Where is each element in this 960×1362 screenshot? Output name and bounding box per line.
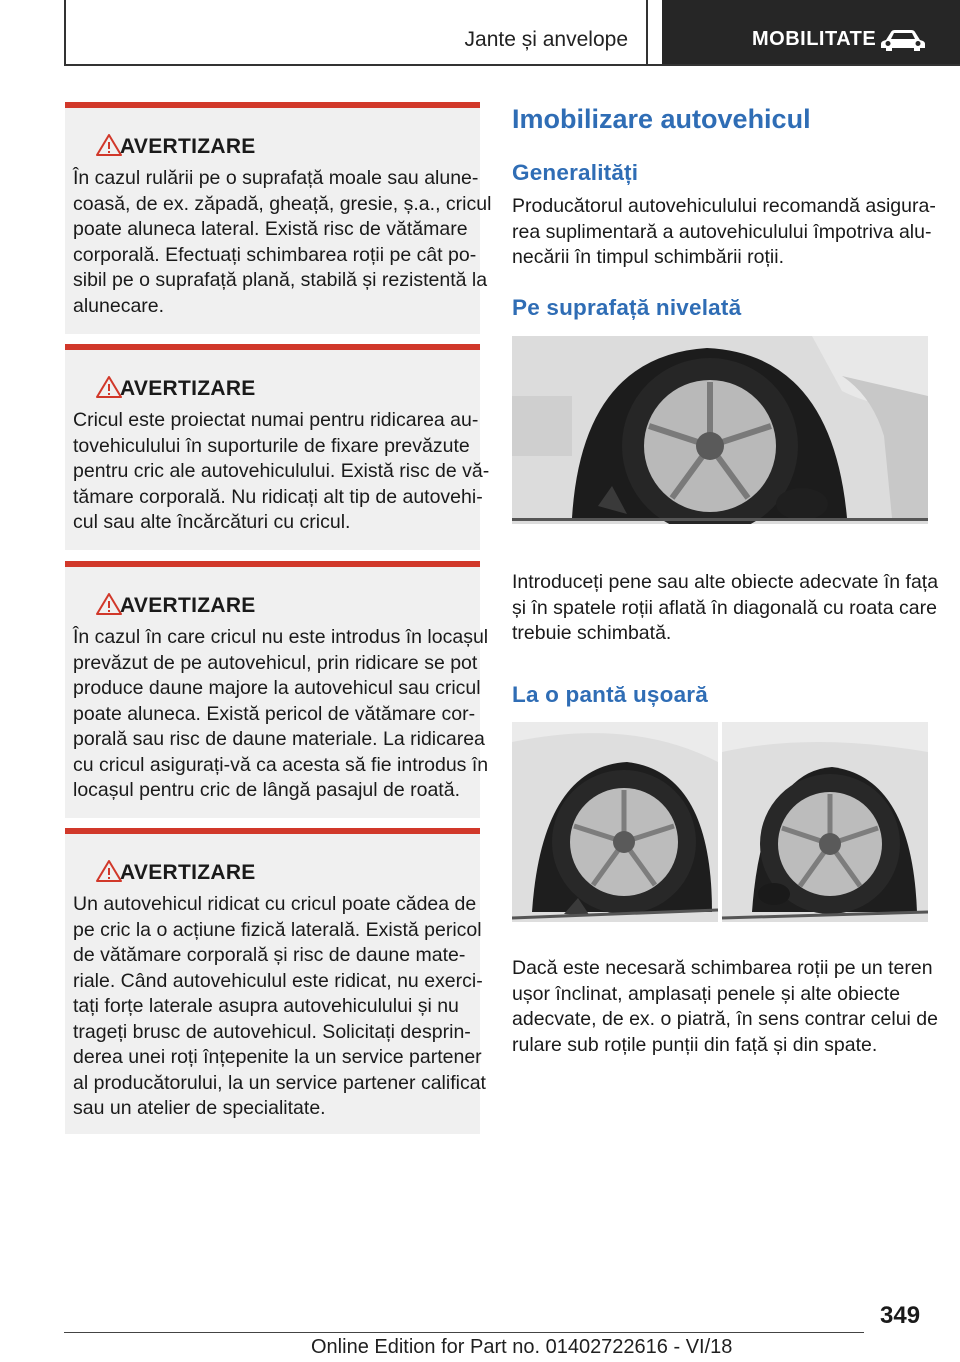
text-line: rea suplimentară a autovehiculului împotriva alu‐: [512, 220, 932, 243]
warning-text: [73, 625, 489, 804]
text-line: Un autovehicul ridicat cu cricul poate cădea de: [73, 893, 477, 915]
heading-flat-surface: Pe suprafață nivelată: [512, 295, 742, 320]
warning-title: AVERTIZARE: [120, 377, 256, 400]
warning-header: [73, 133, 472, 161]
text-line: necării în timpul schimbării roții.: [512, 246, 785, 268]
paragraph-flat-surface: [512, 570, 938, 647]
text-line: tați forțe laterale asupra autovehiculului și nu: [73, 995, 459, 1017]
warning-triangle-icon: [95, 859, 123, 883]
page-number: 349: [880, 1302, 921, 1329]
text-line: Producătorul autovehiculului recomandă asigura‐: [512, 195, 936, 217]
text-line: prevăzut de pe autovehicul, prin ridicare se pot: [73, 651, 478, 674]
figure-slope-wheels: [512, 722, 928, 922]
warning-box-3: [65, 561, 489, 818]
header-chapter-label: MOBILITATE: [752, 28, 877, 50]
text-line: riale. Când autovehiculul este ridicat, nu exerci‐: [73, 969, 483, 992]
warning-box-2: [65, 344, 490, 550]
footer-edition: Online Edition for Part no. 01402722616 - VI/18: [311, 1336, 733, 1358]
text-line: produce daune majore la autovehicul sau cricul: [73, 677, 481, 699]
text-line: alunecare.: [73, 294, 165, 317]
text-line: pe cric la o acțiune fizică laterală. Există pericol: [73, 918, 482, 941]
page-title: Imobilizare autovehicul: [512, 104, 811, 134]
header-section-box: [64, 0, 648, 64]
text-line: poate aluneca. Există pericol de vătămare cor‐: [73, 702, 476, 725]
text-line: ușor înclinat, amplasați penele și alte obiecte: [512, 982, 901, 1005]
warning-text: [73, 892, 486, 1122]
text-line: trebuie schimbată.: [512, 622, 672, 644]
text-line: tovehiculului în suporturile de fixare prevăzute: [73, 434, 470, 457]
text-line: și în spatele roții aflată în diagonală cu roata care: [512, 596, 937, 619]
text-line: rulare sub roțile punții din față și din spate.: [512, 1033, 878, 1056]
text-line: tămare corporală. Nu ridicați alt tip de autovehi‐: [73, 485, 483, 508]
warning-title: AVERTIZARE: [120, 861, 256, 884]
text-line: poate aluneca lateral. Există risc de vătămare: [73, 218, 468, 240]
text-line: sau un atelier de specialitate.: [73, 1097, 326, 1119]
text-line: Cricul este proiectat numai pentru ridicarea au‐: [73, 409, 479, 431]
text-line: pentru cric ale autovehiculului. Există risc de vă‐: [73, 460, 490, 482]
warning-triangle-icon: [95, 375, 123, 399]
paragraph-slope: [512, 956, 938, 1058]
text-line: derea unei roți înțepenite la un service partener: [73, 1046, 482, 1068]
text-line: corporală. Efectuați schimbarea roții pe cât po‐: [73, 243, 477, 266]
header-rule: [64, 64, 960, 66]
text-line: sibil pe o suprafață plană, stabilă și rezistentă la: [73, 269, 488, 291]
warning-text: [73, 166, 492, 319]
warning-triangle-icon: [95, 133, 123, 157]
text-line: de vătămare corporală și risc de daune mate‐: [73, 944, 466, 966]
text-line: al producătorului, la un service partener calificat: [73, 1071, 486, 1094]
text-line: Introduceți pene sau alte obiecte adecvate în fața: [512, 571, 939, 593]
warning-box-4: [65, 828, 486, 1134]
text-line: În cazul în care cricul nu este introdus în locașul: [73, 626, 489, 648]
heading-general: Generalități: [512, 160, 639, 185]
text-line: Dacă este necesară schimbarea roții pe un teren: [512, 957, 933, 979]
text-line: adecvate, de ex. o piatră, în sens contrar celui de: [512, 1008, 939, 1030]
text-line: cu cricul asigurați-vă ca acesta să fie introdus în: [73, 753, 489, 776]
heading-slope: La o pantă ușoară: [512, 682, 708, 707]
warning-triangle-icon: [95, 592, 123, 616]
header-chapter-tab: [662, 0, 960, 66]
warning-header: [73, 592, 472, 620]
text-line: cul sau alte încărcături cu cricul.: [73, 511, 351, 533]
warning-title: AVERTIZARE: [120, 135, 256, 158]
text-line: trageți brusc de autovehicul. Solicitați desprin‐: [73, 1020, 471, 1043]
text-line: locașul pentru cric de lângă pasajul de roată.: [73, 779, 460, 801]
warning-title: AVERTIZARE: [120, 594, 256, 617]
text-line: În cazul rulării pe o suprafață moale sau alune‐: [73, 167, 479, 189]
warning-text: [73, 408, 490, 536]
figure-flat-surface-wheel: [512, 336, 928, 524]
warning-header: [73, 375, 472, 403]
warning-box-1: [65, 102, 492, 334]
text-line: coasă, de ex. zăpadă, gheață, gresie, ș.a., cricul: [73, 192, 492, 215]
header-section-title: Jante și anvelope: [464, 28, 628, 51]
paragraph-general: [512, 194, 936, 271]
car-icon: [880, 29, 926, 53]
warning-header: [73, 859, 472, 887]
text-line: porală sau risc de daune materiale. La ridicarea: [73, 728, 485, 750]
footer-rule: [64, 1332, 864, 1333]
